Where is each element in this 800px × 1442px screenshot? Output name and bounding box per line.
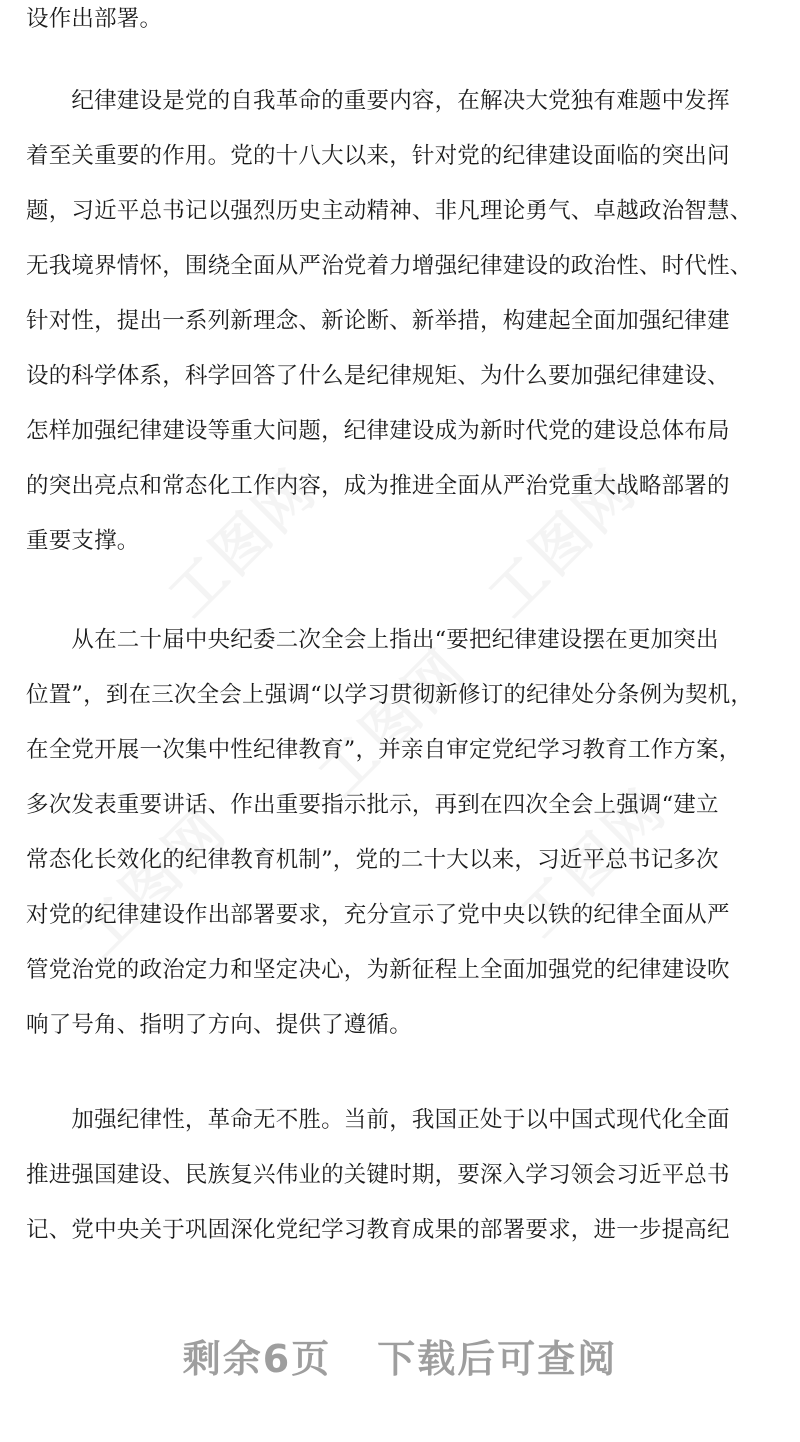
text-line: 设的科学体系，科学回答了什么是纪律规矩、为什么要加强纪律建设、 [26,363,730,389]
text-line: 无我境界情怀，围绕全面从严治党着力增强纪律建设的政治性、时代性、 [26,253,753,279]
text-line: 多次发表重要讲话、作出重要指示批示，再到在四次全会上强调“建立 [26,792,719,818]
text-line: 重要支撑。 [26,528,140,554]
text-line: 记、党中央关于巩固深化党纪学习教育成果的部署要求，进一步提高纪 [26,1217,730,1243]
text-line: 题，习近平总书记以强烈历史主动精神、非凡理论勇气、卓越政治智慧、 [26,198,753,224]
text-line: 管党治党的政治定力和坚定决心，为新征程上全面加强党的纪律建设吹 [26,957,730,983]
text-line: 怎样加强纪律建设等重大问题，纪律建设成为新时代党的建设总体布局 [26,418,730,444]
remaining-pages-label: 剩余6页 [182,1337,332,1381]
text-line: 针对性，提出一系列新理念、新论断、新举措，构建起全面加强纪律建 [26,308,730,334]
text-line: 设作出部署。 [26,6,163,32]
text-line: 从在二十届中央纪委二次全会上指出“要把纪律建设摆在更加突出 [26,627,719,653]
download-to-view-label: 下载后可查阅 [377,1337,618,1381]
text-line: 的突出亮点和常态化工作内容，成为推进全面从严治党重大战略部署的 [26,473,730,499]
text-line: 着至关重要的作用。党的十八大以来，针对党的纪律建设面临的突出问 [26,143,730,169]
text-line: 常态化长效化的纪律教育机制”，党的二十大以来，习近平总书记多次 [26,847,719,873]
text-line: 纪律建设是党的自我革命的重要内容，在解决大党独有难题中发挥 [26,88,730,114]
text-line: 加强纪律性，革命无不胜。当前，我国正处于以中国式现代化全面 [26,1107,730,1133]
text-line: 响了号角、指明了方向、提供了遵循。 [26,1012,412,1038]
text-line: 推进强国建设、民族复兴伟业的关键时期，要深入学习领会习近平总书 [26,1162,730,1188]
text-line: 位置”，到在三次全会上强调“以学习贯彻新修订的纪律处分条例为契机， [26,682,754,708]
text-line: 对党的纪律建设作出部署要求，充分宣示了党中央以铁的纪律全面从严 [26,902,730,928]
download-prompt[interactable] [0,1332,800,1386]
text-line: 在全党开展一次集中性纪律教育”，并亲自审定党纪学习教育工作方案， [26,737,742,763]
